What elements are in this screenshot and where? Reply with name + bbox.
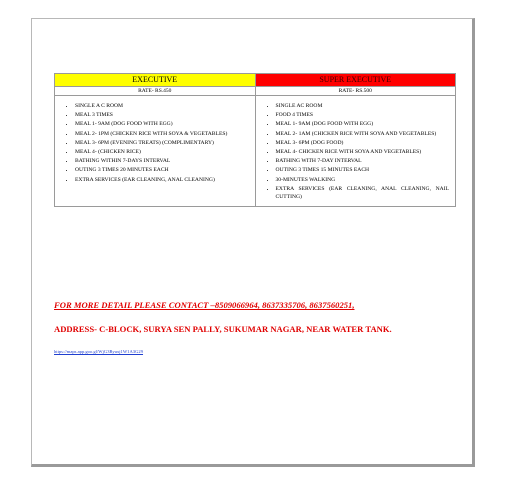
executive-features-cell [55,96,256,207]
list-item: • MEAL 1- 9AM (DOG FOOD WITH EGG) [75,120,249,129]
list-item: • OUTING 3 TIMES 15 MINUTES EACH [276,166,450,175]
executive-rate: RATE- RS.450 [55,87,256,96]
list-item: • BATHING WITH 7-DAY INTERVAL [276,157,450,166]
executive-header: EXECUTIVE [55,74,256,87]
list-item: • MEAL 4- CHICKEN RICE WITH SOYA AND VEGETABLES) [276,148,450,157]
list-item: • EXTRA SERVICES (EAR CLEANING, ANAL CLEANING, NAIL CUTTING) [276,185,450,202]
list-item: • SINGLE AC ROOM [276,102,450,111]
plans-features-row [55,96,456,207]
super-executive-header: SUPER EXECUTIVE [255,74,456,87]
document-page [31,18,475,467]
executive-feature-list [55,102,255,184]
plans-table [54,73,456,207]
list-item: • MEAL 3- 6PM (EVENING TREATS) (COMPLIMENTARY) [75,139,249,148]
list-item: • MEAL 3- 6PM (DOG FOOD) [276,139,450,148]
list-item: • EXTRA SERVICES (EAR CLEANING, ANAL CLEANING) [75,176,249,185]
list-item: • MEAL 1- 9AM (DOG FOOD WITH EGG) [276,120,450,129]
list-item: • SINGLE A C ROOM [75,102,249,111]
list-item: • BATHING WITHIN 7-DAYS INTERVAL [75,157,249,166]
super-executive-rate: RATE- RS.500 [255,87,456,96]
list-item: • 30-MINUTES WALKING [276,176,450,185]
super-executive-feature-list [256,102,456,202]
address-line: ADDRESS- C-BLOCK, SURYA SEN PALLY, SUKUMAR NAGAR, NEAR WATER TANK. [54,324,392,334]
super-executive-features-cell [255,96,456,207]
contact-line: FOR MORE DETAIL PLEASE CONTACT –8509066964, 8637335706, 8637560251, [54,300,355,310]
list-item: • MEAL 4- (CHICKEN RICE) [75,148,249,157]
plans-rate-row [55,87,456,96]
list-item: • MEAL 2- 1AM (CHICKEN RICE WITH SOYA AND VEGETABLES) [276,130,450,139]
plans-header-row [55,74,456,87]
list-item: • MEAL 2- 1PM (CHICKEN RICE WITH SOYA & VEGETABLES) [75,130,249,139]
list-item: • MEAL 3 TIMES [75,111,249,120]
list-item: • OUTING 3 TIMES 20 MINUTES EACH [75,166,249,175]
map-link[interactable]: https://maps.app.goo.gl/WjG3Ryuxj1W1A3G29 [54,349,144,354]
list-item: • FOOD 4 TIMES [276,111,450,120]
